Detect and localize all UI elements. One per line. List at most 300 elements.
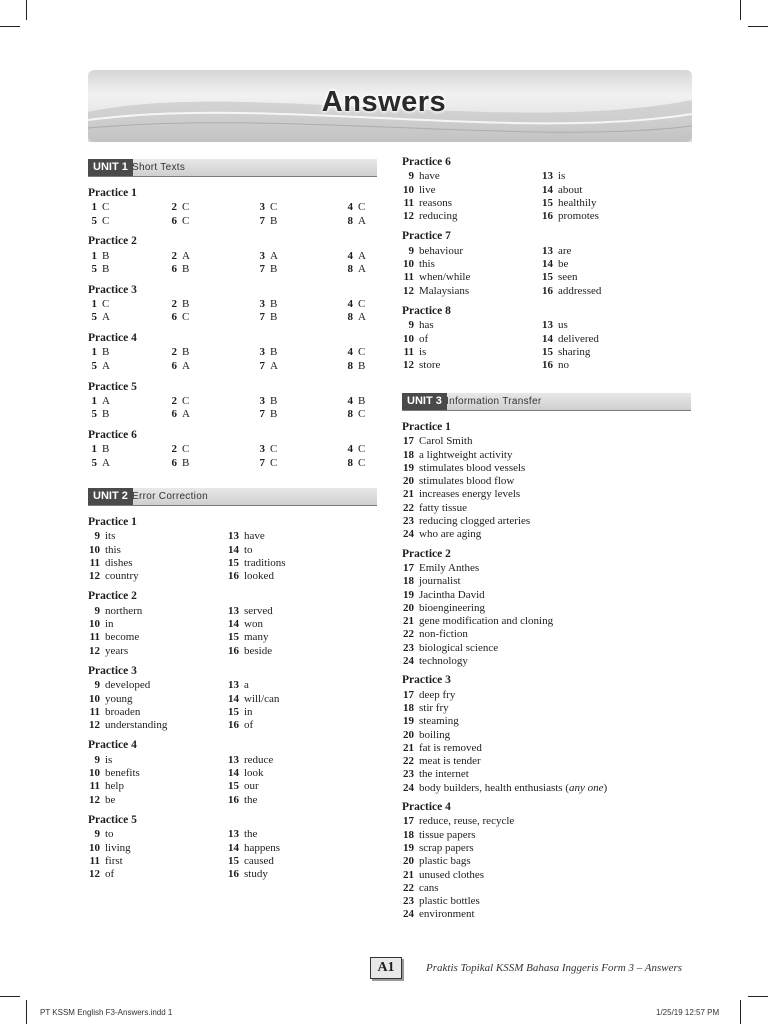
answer-text: seen [558,271,578,284]
answer-text: A [102,359,110,372]
answer-item [344,263,366,276]
answer-item [256,408,277,421]
answer-text: B [270,262,278,275]
answer-text: A [182,408,190,421]
answer-item [88,395,110,408]
answer-item [88,754,112,767]
answer-item [168,215,189,228]
answer-text: B [102,262,110,275]
answer-item [88,557,133,570]
answer-text: A [102,394,110,407]
answer-item [402,333,428,346]
question-number: 24 [403,781,414,794]
question-number: 7 [259,311,265,324]
answer-row [88,360,378,373]
answer-item [402,882,439,895]
answer-row [88,618,378,631]
practice-group [402,548,692,669]
answer-item [88,346,109,359]
answer-row [402,319,692,332]
answer-item [256,263,277,276]
answer-row [88,828,378,841]
answer-item [227,868,268,881]
question-number: 19 [403,461,414,474]
question-number: 18 [403,828,414,841]
answer-text: B [102,443,110,456]
answer-text: C [182,394,190,407]
answer-row [402,642,692,655]
answer-item [88,263,109,276]
question-number: 7 [259,214,265,227]
answer-item [88,570,139,583]
answer-text: have [419,170,440,183]
question-number: 6 [171,262,177,275]
any-one-note: (any one) [562,781,608,794]
unit1-answers [88,187,378,477]
question-number: 16 [228,719,239,732]
answer-item [168,201,189,214]
question-number: 10 [403,258,414,271]
practice-group [88,284,378,325]
question-number: 3 [259,346,265,359]
question-number: 7 [259,456,265,469]
answer-row [402,562,692,575]
answer-text: who are aging [419,528,482,541]
answer-row [402,346,692,359]
answer-text: developed [105,679,151,692]
answer-text: C [102,214,110,227]
question-number: 4 [347,249,353,262]
answer-item [541,333,599,346]
answer-item [88,250,109,263]
answer-text: in [244,705,253,718]
answer-row [402,715,692,728]
answer-row [402,170,692,183]
answer-item [256,457,277,470]
answer-text: is [558,170,566,183]
answer-row [402,895,692,908]
practice-group [88,814,378,881]
unit3-tag: UNIT 3 [402,393,447,410]
answer-item [168,457,189,470]
answer-text: study [244,868,268,881]
unit3-answers [402,421,692,928]
answer-text: of [244,719,254,732]
answer-item [402,197,452,210]
question-number: 12 [403,359,414,372]
question-number: 14 [542,183,553,196]
unit2-title: Error Correction [132,491,208,502]
answer-item [88,298,109,311]
practice-title: Practice 3 [88,664,137,677]
answer-text: promotes [558,210,599,223]
answer-text: Jacintha David [419,588,485,601]
question-number: 17 [403,561,414,574]
practice-title: Practice 8 [402,304,451,317]
answer-item [88,794,115,807]
answer-item [88,530,115,543]
answer-row [402,768,692,781]
answer-row [402,602,692,615]
answer-item [541,170,565,183]
question-number: 11 [89,705,100,718]
question-number: 15 [228,631,239,644]
answer-item [168,250,190,263]
answer-item [168,395,189,408]
answer-text: this [419,258,435,271]
answer-item [402,895,480,908]
question-number: 18 [403,701,414,714]
question-number: 19 [403,588,414,601]
practice-title: Practice 6 [402,156,451,168]
answer-item [402,855,471,868]
question-number: 5 [91,456,97,469]
question-number: 22 [403,501,414,514]
question-number: 11 [89,780,100,793]
answer-item [88,544,121,557]
question-number: 8 [347,408,353,421]
answer-item [88,855,123,868]
answer-item [402,602,485,615]
practice-title: Practice 1 [88,187,137,199]
answer-item [168,408,190,421]
question-number: 14 [228,618,239,631]
answer-text: C [182,214,190,227]
answer-item [88,706,140,719]
answer-row [402,755,692,768]
answer-row [402,628,692,641]
practice-group [88,187,378,228]
answer-item [344,395,365,408]
answer-item [402,170,440,183]
page-number: A1 [370,957,402,979]
question-number: 17 [403,688,414,701]
unit1-title: Short Texts [132,162,186,173]
answer-text: steaming [419,715,459,728]
answer-text: C [270,443,278,456]
question-number: 2 [171,298,177,311]
practice-group [88,665,378,732]
page-title: Answers [321,86,447,118]
answer-text: cans [419,881,439,894]
answer-item [402,562,479,575]
question-number: 15 [542,196,553,209]
answer-text: reasons [419,196,452,209]
answer-text: A [182,359,190,372]
answer-text: bioengineering [419,601,485,614]
answer-row [402,475,692,488]
question-number: 9 [94,753,100,766]
answer-text: C [102,201,110,214]
question-number: 14 [228,543,239,556]
answer-row [402,488,692,501]
crop-mark [0,996,20,997]
answer-text: C [358,346,366,359]
answer-text: become [105,631,140,644]
question-number: 15 [228,705,239,718]
question-number: 20 [403,601,414,614]
answer-item [402,184,436,197]
answer-item [256,311,277,324]
answer-item [256,215,277,228]
question-number: 10 [89,767,100,780]
question-number: 15 [228,556,239,569]
answer-row [88,693,378,706]
answer-item [88,443,109,456]
answer-text: has [419,319,434,332]
answer-item [402,908,475,921]
answer-item [256,395,277,408]
answer-text: caused [244,854,274,867]
answer-text: Emily Anthes [419,561,480,574]
answer-text: country [105,570,139,583]
answer-item [88,408,109,421]
answer-item [402,615,553,628]
answer-item [344,443,365,456]
question-number: 6 [171,214,177,227]
answer-item [344,457,365,470]
answer-item [402,319,434,332]
answer-text: reduce, reuse, recycle [419,815,515,828]
answer-item [227,679,249,692]
answer-item [541,210,599,223]
answer-item [402,346,426,359]
answer-item [402,515,530,528]
question-number: 10 [89,618,100,631]
answer-item [88,360,110,373]
answer-row [88,842,378,855]
question-number: 23 [403,768,414,781]
question-number: 15 [542,345,553,358]
question-number: 13 [542,244,553,257]
answer-text: behaviour [419,244,463,257]
answer-row [402,575,692,588]
answer-item [256,201,277,214]
answer-item [88,618,114,631]
answer-item [88,842,131,855]
answer-row [88,263,378,276]
answer-item [541,346,590,359]
answer-text: unused clothes [419,868,485,881]
answer-item [227,706,253,719]
question-number: 14 [542,258,553,271]
question-number: 1 [91,443,97,456]
question-number: 18 [403,448,414,461]
answer-row [402,908,692,921]
answer-item [227,570,274,583]
answer-text: will/can [244,692,280,705]
answer-item [402,715,459,728]
answer-row [88,298,378,311]
question-number: 5 [91,359,97,372]
question-number: 4 [347,201,353,214]
question-number: 1 [91,298,97,311]
answer-item [541,184,582,197]
answer-row [88,605,378,618]
answer-item [402,829,476,842]
question-number: 10 [89,692,100,705]
answer-row [88,780,378,793]
question-number: 7 [259,359,265,372]
unit1-header [88,159,377,177]
answer-row [402,729,692,742]
answer-row [402,502,692,515]
answer-text: B [182,262,190,275]
answer-text: happens [244,841,281,854]
answer-text: B [102,249,110,262]
crop-mark [0,26,20,27]
answer-row [402,842,692,855]
answer-text: A [270,249,278,262]
answer-text: A [358,249,366,262]
question-number: 18 [403,575,414,588]
slug-file: PT KSSM English F3-Answers.indd 1 [40,1008,173,1017]
answer-text: traditions [244,556,286,569]
question-number: 5 [91,408,97,421]
answer-text: is [419,345,427,358]
answer-item [227,645,272,658]
question-number: 15 [228,780,239,793]
answer-text: us [558,319,568,332]
answer-item [541,245,571,258]
question-number: 23 [403,641,414,654]
answer-row [402,359,692,372]
answer-item [227,605,273,618]
answer-text: years [105,644,129,657]
answer-item [227,754,273,767]
question-number: 21 [403,868,414,881]
answer-text: in [105,618,114,631]
answer-row [88,530,378,543]
answer-item [541,285,601,298]
answer-item [402,869,484,882]
answer-text: when/while [419,271,471,284]
answer-text: B [270,394,278,407]
question-number: 12 [89,570,100,583]
question-number: 3 [259,298,265,311]
question-number: 2 [171,249,177,262]
practice-group [402,674,692,795]
question-number: 24 [403,655,414,668]
answer-row [402,742,692,755]
answer-text: C [270,201,278,214]
answer-text: its [105,530,116,543]
answer-item [402,655,468,668]
answer-item [227,530,265,543]
answer-row [402,815,692,828]
question-number: 4 [347,443,353,456]
answer-row [402,528,692,541]
practice-title: Practice 1 [88,516,137,528]
answer-item [402,768,469,781]
practice-group [88,429,378,470]
question-number: 15 [228,854,239,867]
practice-group [402,230,692,297]
answer-row [402,449,692,462]
question-number: 13 [228,753,239,766]
crop-mark [26,0,27,20]
answer-row [88,346,378,359]
answer-item [402,245,463,258]
practice-group [402,421,692,542]
answer-item [227,794,257,807]
question-number: 3 [259,249,265,262]
question-number: 6 [171,456,177,469]
question-number: 22 [403,881,414,894]
question-number: 20 [403,855,414,868]
answer-text: look [244,767,264,780]
practice-title: Practice 5 [88,380,137,393]
answer-text: B [102,408,110,421]
question-number: 16 [542,284,553,297]
answer-item [227,557,286,570]
answer-text: B [358,359,366,372]
practice-group [402,156,692,223]
question-number: 13 [542,170,553,183]
answer-text: be [105,793,116,806]
answer-item [256,443,277,456]
question-number: 12 [89,719,100,732]
question-number: 8 [347,214,353,227]
answer-text: B [358,394,366,407]
answer-row [402,333,692,346]
answer-item [88,828,114,841]
answer-text: reduce [244,753,274,766]
answer-item [541,319,568,332]
question-number: 5 [91,262,97,275]
question-number: 1 [91,201,97,214]
answer-row [88,754,378,767]
footer-title: Praktis Topikal KSSM Bahasa Inggeris Form 3 – Answers [426,962,683,974]
answer-text: won [244,618,263,631]
answer-text: technology [419,655,468,668]
answer-row [88,457,378,470]
answer-text: stimulates blood vessels [419,461,526,474]
question-number: 16 [542,359,553,372]
answer-item [256,346,277,359]
answer-row [402,882,692,895]
answer-text: many [244,631,269,644]
answer-text: live [419,183,436,196]
answer-text: C [182,201,190,214]
answer-row [88,706,378,719]
question-number: 9 [94,828,100,841]
crop-mark [748,26,768,27]
answer-text: are [558,244,572,257]
answer-text: increases energy levels [419,488,521,501]
answer-text: A [358,214,366,227]
question-number: 16 [228,570,239,583]
answer-text: B [182,346,190,359]
question-number: 8 [347,456,353,469]
question-number: 16 [228,644,239,657]
answer-text: C [182,311,190,324]
practice-title: Practice 2 [402,547,451,560]
question-number: 14 [228,841,239,854]
question-number: 12 [89,793,100,806]
question-number: 21 [403,741,414,754]
question-number: 13 [228,604,239,617]
unit1-tag: UNIT 1 [88,159,133,176]
answer-row [402,435,692,448]
answer-item [402,528,481,541]
question-number: 20 [403,475,414,488]
answer-item [227,780,259,793]
question-number: 4 [347,298,353,311]
answer-row [402,197,692,210]
question-number: 13 [542,319,553,332]
answer-row [88,201,378,214]
